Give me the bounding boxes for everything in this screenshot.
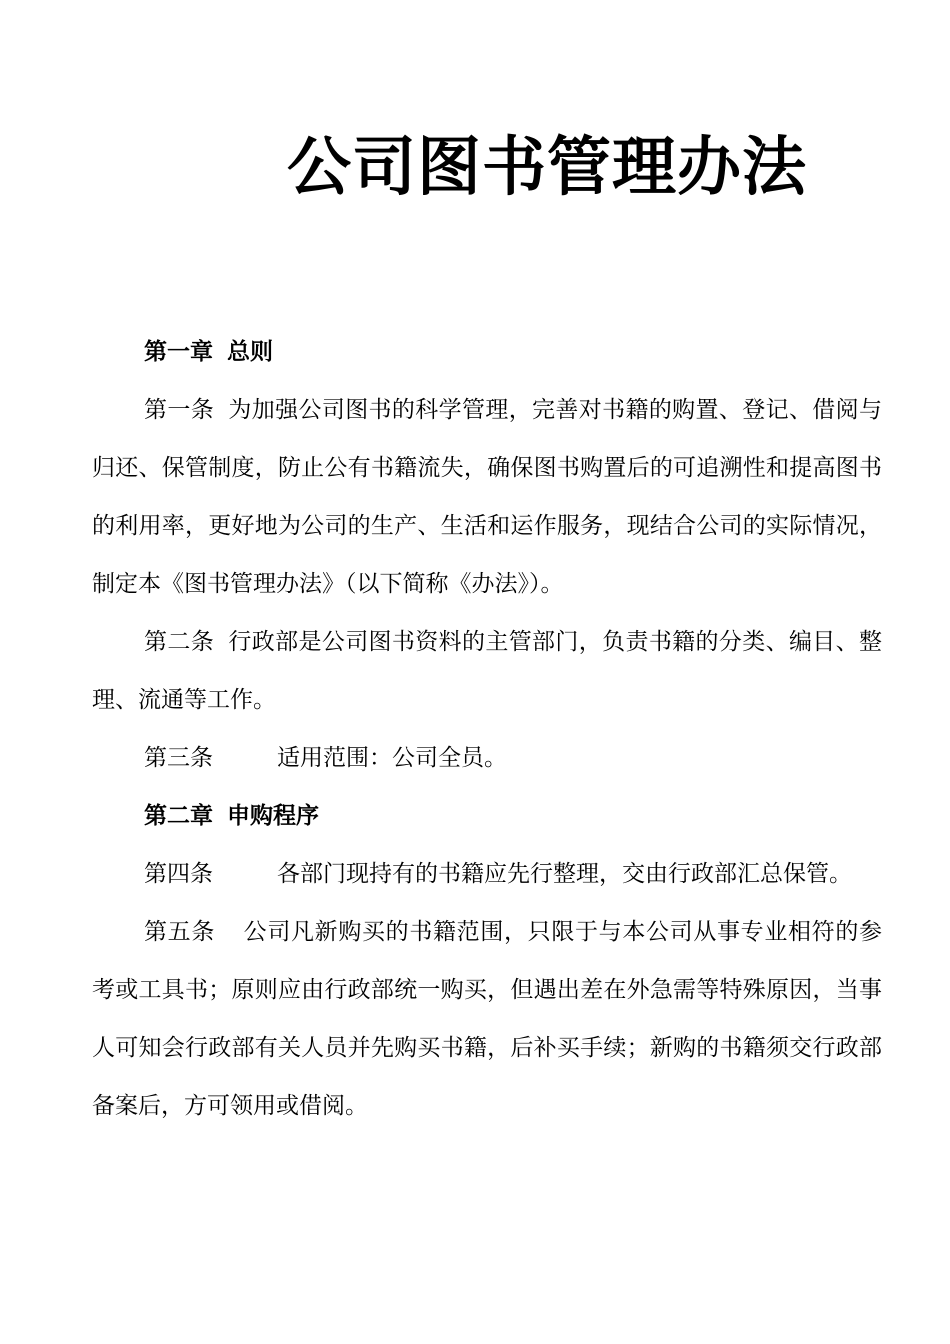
article-text: 公司凡新购买的书籍范围，只限于与本公司从事专业相符的参考或工具书；原则应由行政部统一购买，但遇出差在外急需等特殊原因，当事人可知会行政部有关人员并先购买书籍，后补买手续；新购的书籍须交行政部备案后，方可领用或借阅。 [92, 919, 882, 1119]
article-paragraph [92, 613, 882, 729]
article-number: 第五条 [144, 919, 215, 945]
article-number: 第三条 [144, 745, 213, 771]
article-text: 行政部是公司图书资料的主管部门，负责书籍的分类、编目、整理、流通等工作。 [92, 629, 883, 713]
article-paragraph [92, 903, 882, 1135]
chapter-heading [92, 787, 882, 845]
article-paragraph [92, 381, 882, 613]
article-paragraph [92, 845, 882, 903]
chapter-title: 总则 [227, 339, 273, 365]
chapter-title: 申购程序 [227, 803, 319, 829]
article-text: 适用范围：公司全员。 [277, 745, 507, 771]
article-text: 各部门现持有的书籍应先行整理，交由行政部汇总保管。 [277, 861, 852, 887]
article-number: 第四条 [144, 861, 213, 887]
article-number: 第二条 [144, 629, 215, 655]
chapter-number: 第一章 [144, 339, 213, 365]
chapter-heading [92, 323, 882, 381]
article-number: 第一条 [144, 397, 215, 423]
document-body [92, 323, 882, 1135]
chapter-number: 第二章 [144, 803, 213, 829]
article-text: 为加强公司图书的科学管理，完善对书籍的购置、登记、借阅与归还、保管制度，防止公有书籍流失，确保图书购置后的可追溯性和提高图书的利用率，更好地为公司的生产、生活和运作服务，现结合公司的实际情况，制定本《图书管理办法》（以下简称《办法》）。 [92, 397, 883, 597]
article-paragraph [92, 729, 882, 787]
document-title: 公司图书管理办法 [287, 131, 807, 205]
